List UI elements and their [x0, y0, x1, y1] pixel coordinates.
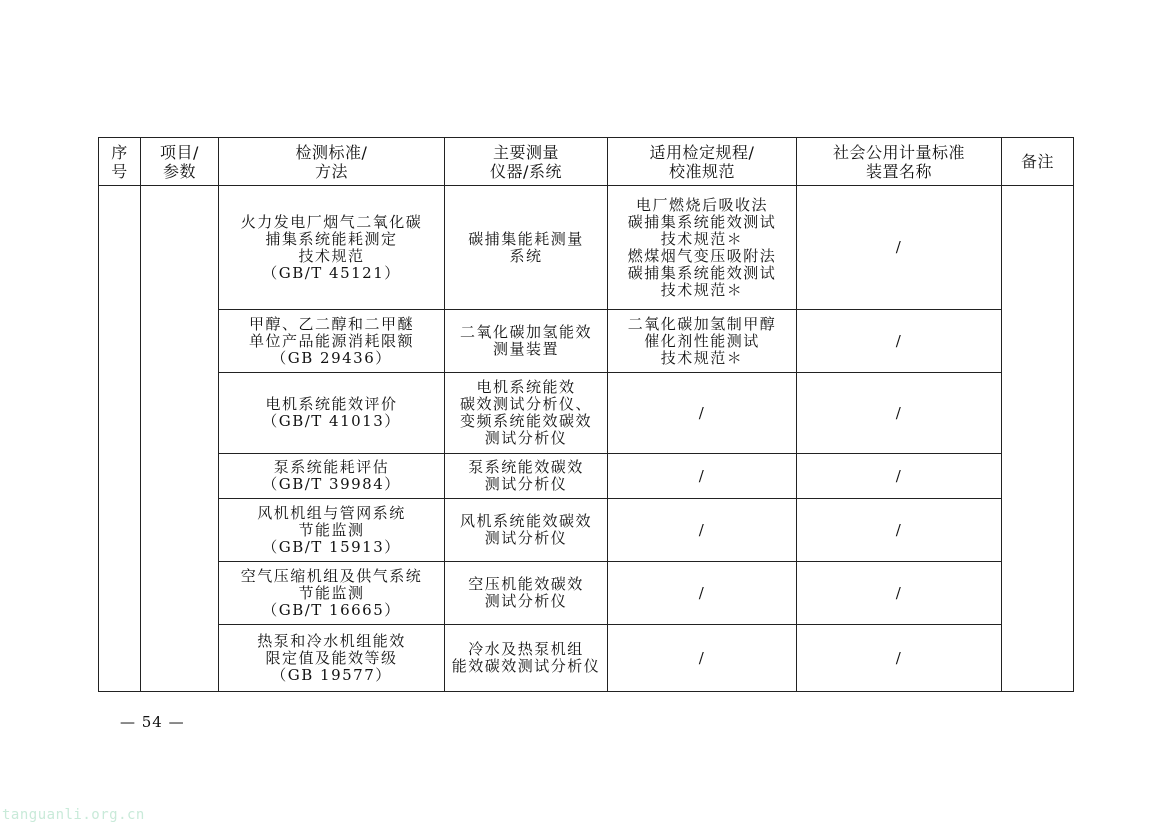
header-row — [99, 138, 1074, 186]
instrument-cell: 冷水及热泵机组 能效碳效测试分析仪 — [445, 625, 608, 692]
procedure-cell: / — [608, 562, 797, 625]
table-row — [99, 454, 1074, 499]
standards-table — [98, 137, 1074, 692]
item-cell — [141, 186, 219, 692]
procedure-cell: 二氧化碳加氢制甲醇 催化剂性能测试 技术规范＊ — [608, 310, 797, 373]
instrument-cell: 泵系统能效碳效 测试分析仪 — [445, 454, 608, 499]
header-seq: 序 号 — [99, 138, 141, 186]
standard-cell: 火力发电厂烟气二氧化碳 捕集系统能耗测定 技术规范 （GB/T 45121） — [219, 186, 445, 310]
device-cell: / — [797, 186, 1002, 310]
header-standard: 检测标准/ 方法 — [219, 138, 445, 186]
table-row — [99, 562, 1074, 625]
standard-cell: 泵系统能耗评估 （GB/T 39984） — [219, 454, 445, 499]
procedure-cell: 电厂燃烧后吸收法 碳捕集系统能效测试 技术规范＊ 燃煤烟气变压吸附法 碳捕集系统能效测试 技术规范＊ — [608, 186, 797, 310]
procedure-cell: / — [608, 373, 797, 454]
table-row — [99, 186, 1074, 310]
standard-cell: 热泵和冷水机组能效 限定值及能效等级 （GB 19577） — [219, 625, 445, 692]
table-row — [99, 310, 1074, 373]
standard-cell: 空气压缩机组及供气系统 节能监测 （GB/T 16665） — [219, 562, 445, 625]
device-cell: / — [797, 625, 1002, 692]
watermark: tanguanli.org.cn — [2, 807, 145, 823]
standard-cell: 甲醇、乙二醇和二甲醚 单位产品能源消耗限额 （GB 29436） — [219, 310, 445, 373]
instrument-cell: 二氧化碳加氢能效 测量装置 — [445, 310, 608, 373]
seq-cell — [99, 186, 141, 692]
table-row — [99, 499, 1074, 562]
procedure-cell: / — [608, 625, 797, 692]
standard-cell: 风机机组与管网系统 节能监测 （GB/T 15913） — [219, 499, 445, 562]
header-instrument: 主要测量 仪器/系统 — [445, 138, 608, 186]
page-number: — 54 — — [120, 713, 185, 731]
remark-cell — [1002, 186, 1074, 692]
header-item: 项目/ 参数 — [141, 138, 219, 186]
device-cell: / — [797, 373, 1002, 454]
header-device: 社会公用计量标准 装置名称 — [797, 138, 1002, 186]
device-cell: / — [797, 454, 1002, 499]
table-row — [99, 373, 1074, 454]
instrument-cell: 空压机能效碳效 测试分析仪 — [445, 562, 608, 625]
header-remark: 备注 — [1002, 138, 1074, 186]
instrument-cell: 碳捕集能耗测量 系统 — [445, 186, 608, 310]
device-cell: / — [797, 499, 1002, 562]
device-cell: / — [797, 562, 1002, 625]
table-row — [99, 625, 1074, 692]
device-cell: / — [797, 310, 1002, 373]
header-procedure: 适用检定规程/ 校准规范 — [608, 138, 797, 186]
standard-cell: 电机系统能效评价 （GB/T 41013） — [219, 373, 445, 454]
procedure-cell: / — [608, 454, 797, 499]
instrument-cell: 风机系统能效碳效 测试分析仪 — [445, 499, 608, 562]
instrument-cell: 电机系统能效 碳效测试分析仪、 变频系统能效碳效 测试分析仪 — [445, 373, 608, 454]
procedure-cell: / — [608, 499, 797, 562]
